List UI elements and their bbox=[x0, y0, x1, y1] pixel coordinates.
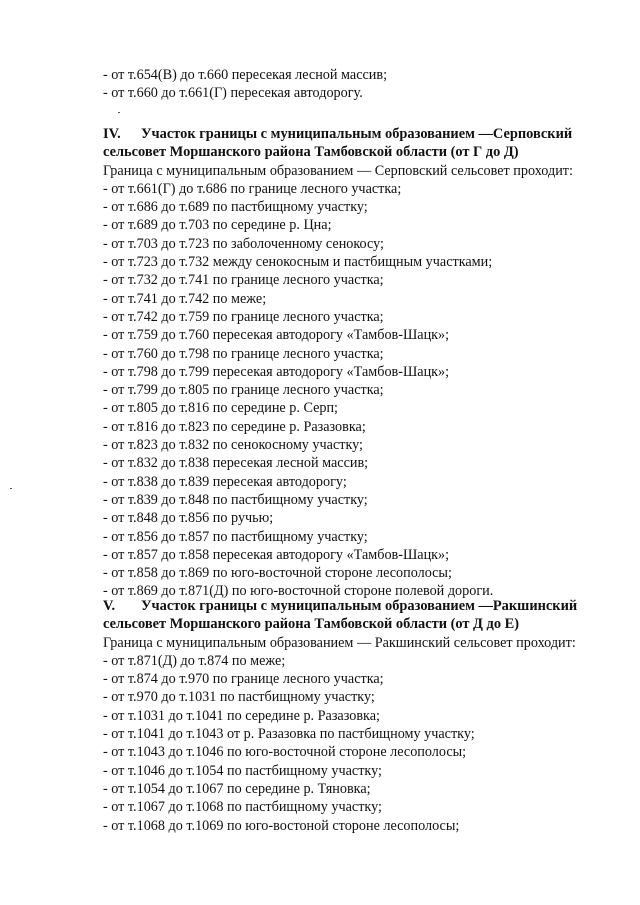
list-item: - от т.816 до т.823 по середине р. Разазовка; bbox=[103, 418, 366, 435]
section-heading bbox=[103, 597, 623, 615]
list-item: - от т.1046 до т.1054 по пастбищному участку; bbox=[103, 762, 382, 779]
continuation-list bbox=[103, 66, 623, 103]
list-item: - от т.1031 до т.1041 по середине р. Разазовка; bbox=[103, 707, 380, 724]
list-item: - от т.805 до т.816 по середине р. Серп; bbox=[103, 400, 338, 417]
scan-speck bbox=[10, 488, 12, 489]
list-item: - от т.1068 до т.1069 по юго-востоной стороне лесополосы; bbox=[103, 817, 460, 834]
list-item: - от т.703 до т.723 по заболоченному сенокосу; bbox=[103, 235, 384, 252]
list-item: - от т.686 до т.689 по пастбищному участку; bbox=[103, 199, 368, 216]
list-item: - от т.858 до т.869 по юго-восточной стороне лесополосы; bbox=[103, 565, 452, 582]
list-item: - от т.823 до т.832 по сенокосному участку; bbox=[103, 437, 363, 454]
list-item: - от т.874 до т.970 по границе лесного участка; bbox=[103, 671, 384, 688]
scan-speck bbox=[118, 112, 120, 113]
section-title-line2: сельсовет Моршанского района Тамбовской области (от Г до Д) bbox=[103, 144, 519, 161]
list-item: - от т.838 до т.839 пересекая автодорогу; bbox=[103, 473, 347, 490]
section-v bbox=[103, 597, 623, 835]
list-item: - от т.1054 до т.1067 по середине р. Тяновка; bbox=[103, 780, 371, 797]
list-item: - от т.660 до т.661(Г) пересекая автодорогу. bbox=[103, 85, 363, 102]
list-item: - от т.759 до т.760 пересекая автодорогу «Тамбов-Шацк»; bbox=[103, 327, 450, 344]
list-item: - от т.839 до т.848 по пастбищному участку; bbox=[103, 491, 368, 508]
list-item: - от т.760 до т.798 по границе лесного участка; bbox=[103, 345, 384, 362]
section-heading bbox=[103, 125, 623, 143]
list-item: - от т.742 до т.759 по границе лесного участка; bbox=[103, 308, 384, 325]
list-item: - от т.869 до т.871(Д) по юго-восточной стороне полевой дороги. bbox=[103, 583, 494, 600]
section-number: V. bbox=[103, 598, 116, 614]
list-item: - от т.661(Г) до т.686 по границе лесного участка; bbox=[103, 180, 402, 197]
list-item: - от т.856 до т.857 по пастбищному участку; bbox=[103, 528, 368, 545]
section-title-line1: Участок границы с муниципальным образованием —Серповский bbox=[141, 126, 573, 142]
list-item: - от т.1067 до т.1068 по пастбищному участку; bbox=[103, 799, 382, 816]
list-item: - от т.857 до т.858 пересекая автодорогу «Тамбов-Шацк»; bbox=[103, 546, 450, 563]
list-item: - от т.848 до т.856 по ручью; bbox=[103, 510, 274, 527]
list-item: - от т.1041 до т.1043 от р. Разазовка по пастбищному участку; bbox=[103, 726, 475, 743]
section-intro: Граница с муниципальным образованием — Серповский сельсовет проходит: bbox=[103, 162, 573, 179]
list-item: - от т.799 до т.805 по границе лесного участка; bbox=[103, 382, 384, 399]
section-intro: Граница с муниципальным образованием — Ракшинский сельсовет проходит: bbox=[103, 634, 576, 651]
list-item: - от т.970 до т.1031 по пастбищному участку; bbox=[103, 689, 375, 706]
section-iv bbox=[103, 125, 623, 601]
list-item: - от т.741 до т.742 по меже; bbox=[103, 290, 267, 307]
list-item: - от т.1043 до т.1046 по юго-восточной стороне лесополосы; bbox=[103, 744, 467, 761]
list-item: - от т.832 до т.838 пересекая лесной массив; bbox=[103, 455, 369, 472]
section-title-line1: Участок границы с муниципальным образованием —Ракшинский bbox=[141, 598, 578, 614]
list-item: - от т.798 до т.799 пересекая автодорогу «Тамбов-Шацк»; bbox=[103, 363, 450, 380]
list-item: - от т.871(Д) до т.874 по меже; bbox=[103, 652, 286, 669]
list-item: - от т.732 до т.741 по границе лесного участка; bbox=[103, 272, 384, 289]
list-item: - от т.654(В) до т.660 пересекая лесной массив; bbox=[103, 67, 388, 83]
section-title-line2: сельсовет Моршанского района Тамбовской области (от Д до Е) bbox=[103, 616, 520, 633]
list-item: - от т.689 до т.703 по середине р. Цна; bbox=[103, 217, 332, 234]
section-number: IV. bbox=[103, 126, 121, 142]
list-item: - от т.723 до т.732 между сенокосным и пастбищным участками; bbox=[103, 254, 493, 271]
